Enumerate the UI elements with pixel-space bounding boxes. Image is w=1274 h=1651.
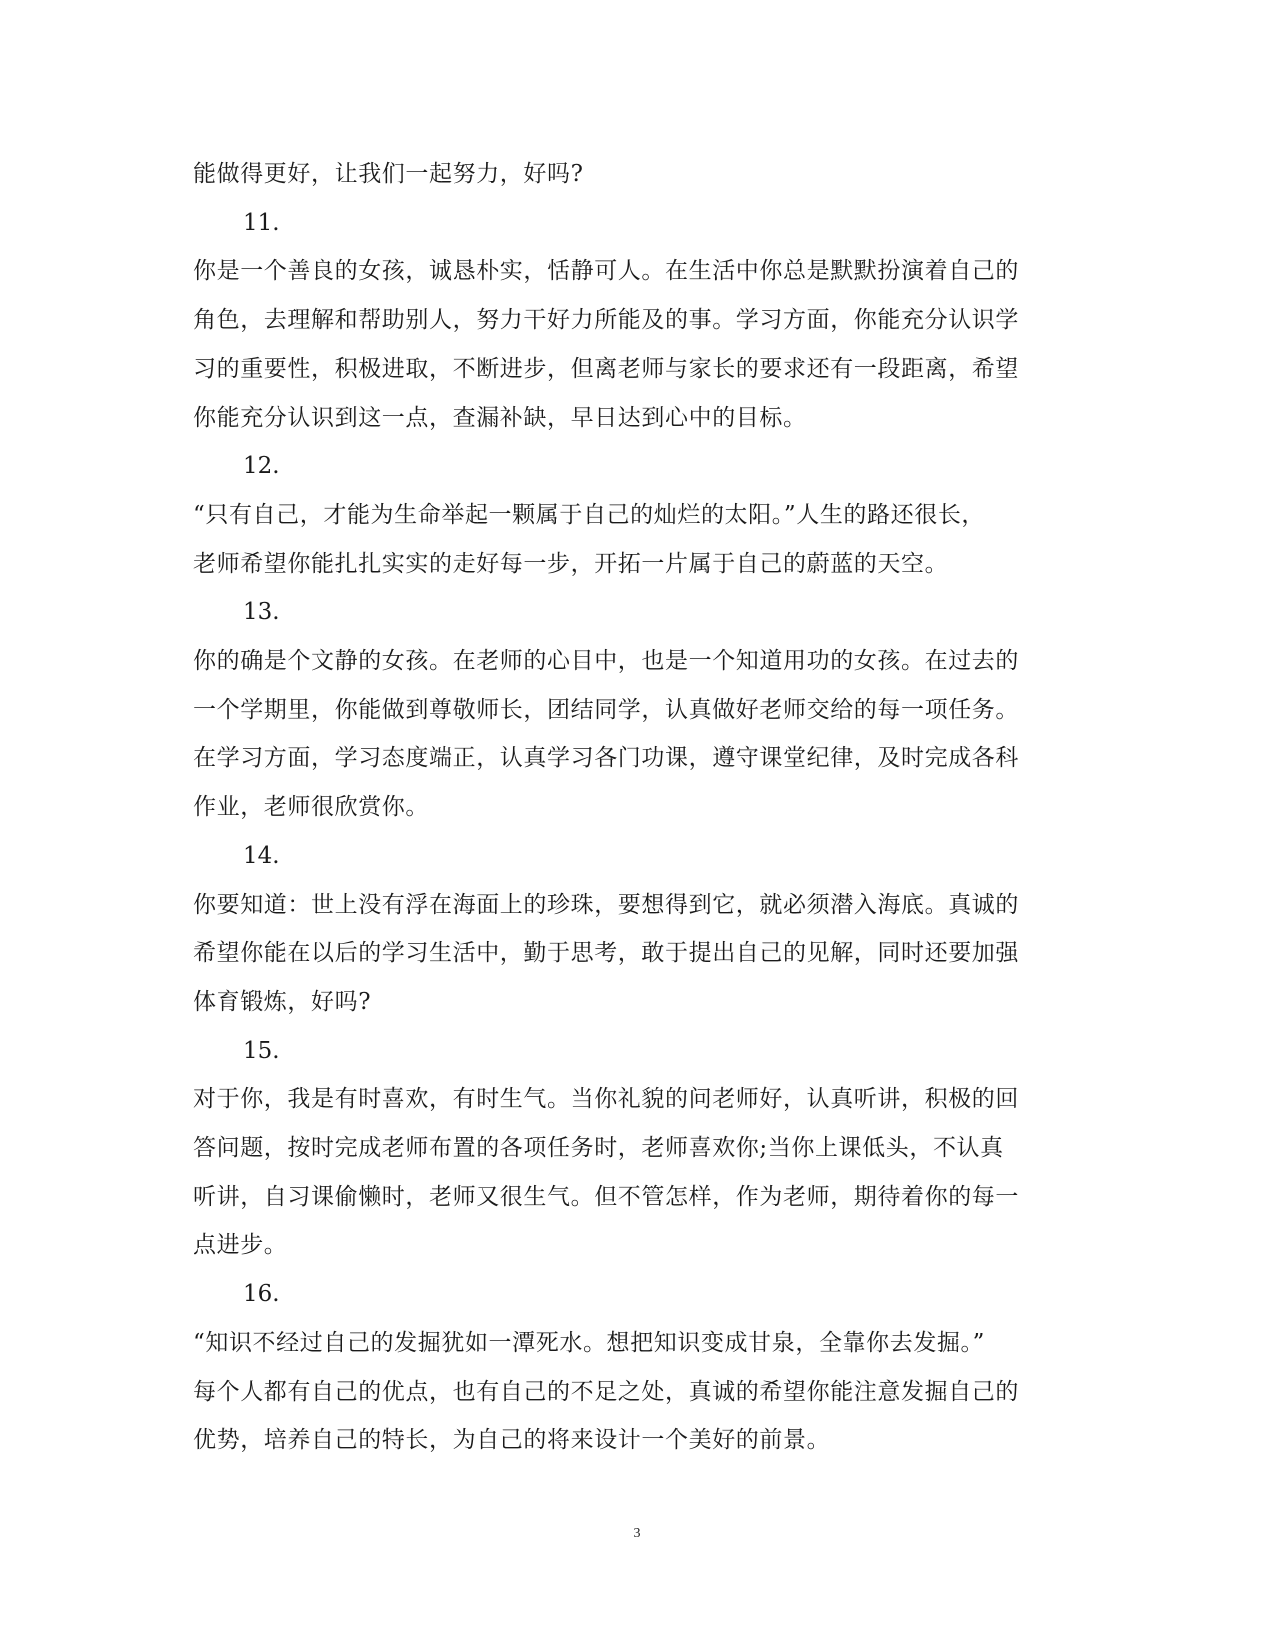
item-number: 15. — [243, 1037, 280, 1064]
text-line: 你是一个善良的女孩，诚恳朴实，恬静可人。在生活中你总是默默扮演着自己的 — [193, 258, 1019, 285]
text-line: 优势，培养自己的特长，为自己的将来设计一个美好的前景。 — [193, 1427, 831, 1454]
item-number: 11. — [243, 209, 280, 236]
item-number: 16. — [243, 1281, 280, 1308]
text-line: 作业，老师很欣赏你。 — [193, 794, 429, 821]
text-line: 习的重要性，积极进取，不断进步，但离老师与家长的要求还有一段距离，希望 — [193, 355, 1019, 382]
text-line: 听讲，自习课偷懒时，老师又很生气。但不管怎样，作为老师，期待着你的每一 — [193, 1183, 1019, 1210]
text-line: 体育锻炼，好吗? — [193, 988, 372, 1015]
item-number: 14. — [243, 842, 280, 869]
text-line: 你能充分认识到这一点，查漏补缺，早日达到心中的目标。 — [193, 404, 807, 431]
text-line: 答问题，按时完成老师布置的各项任务时，老师喜欢你;当你上课低头，不认真 — [193, 1135, 1004, 1162]
text-line: 你的确是个文静的女孩。在老师的心目中，也是一个知道用功的女孩。在过去的 — [193, 648, 1019, 675]
text-line: 点进步。 — [193, 1232, 288, 1259]
text-line: “知识不经过自己的发掘犹如一潭死水。想把知识变成甘泉，全靠你去发掘。” — [193, 1329, 986, 1356]
text-line: 角色，去理解和帮助别人，努力干好力所能及的事。学习方面，你能充分认识学 — [193, 307, 1019, 334]
text-line: 对于你，我是有时喜欢，有时生气。当你礼貌的问老师好，认真听讲，积极的回 — [193, 1086, 1019, 1113]
text-line: 一个学期里，你能做到尊敬师长，团结同学，认真做好老师交给的每一项任务。 — [193, 696, 1019, 723]
text-line: 希望你能在以后的学习生活中，勤于思考，敢于提出自己的见解，同时还要加强 — [193, 940, 1019, 967]
text-line: 你要知道：世上没有浮在海面上的珍珠，要想得到它，就必须潜入海底。真诚的 — [193, 891, 1019, 918]
page-number: 3 — [633, 1526, 641, 1541]
text-line: “只有自己，才能为生命举起一颗属于自己的灿烂的太阳。”人生的路还很长， — [193, 501, 986, 528]
text-line: 能做得更好，让我们一起努力，好吗? — [193, 161, 584, 187]
item-number: 13. — [243, 599, 280, 626]
text-line: 每个人都有自己的优点，也有自己的不足之处，真诚的希望你能注意发掘自己的 — [193, 1378, 1019, 1405]
document-body — [193, 150, 1073, 1465]
text-line: 老师希望你能扎扎实实的走好每一步，开拓一片属于自己的蔚蓝的天空。 — [193, 550, 949, 577]
item-number: 12. — [243, 453, 280, 480]
text-line: 在学习方面，学习态度端正，认真学习各门功课，遵守课堂纪律，及时完成各科 — [193, 745, 1019, 772]
